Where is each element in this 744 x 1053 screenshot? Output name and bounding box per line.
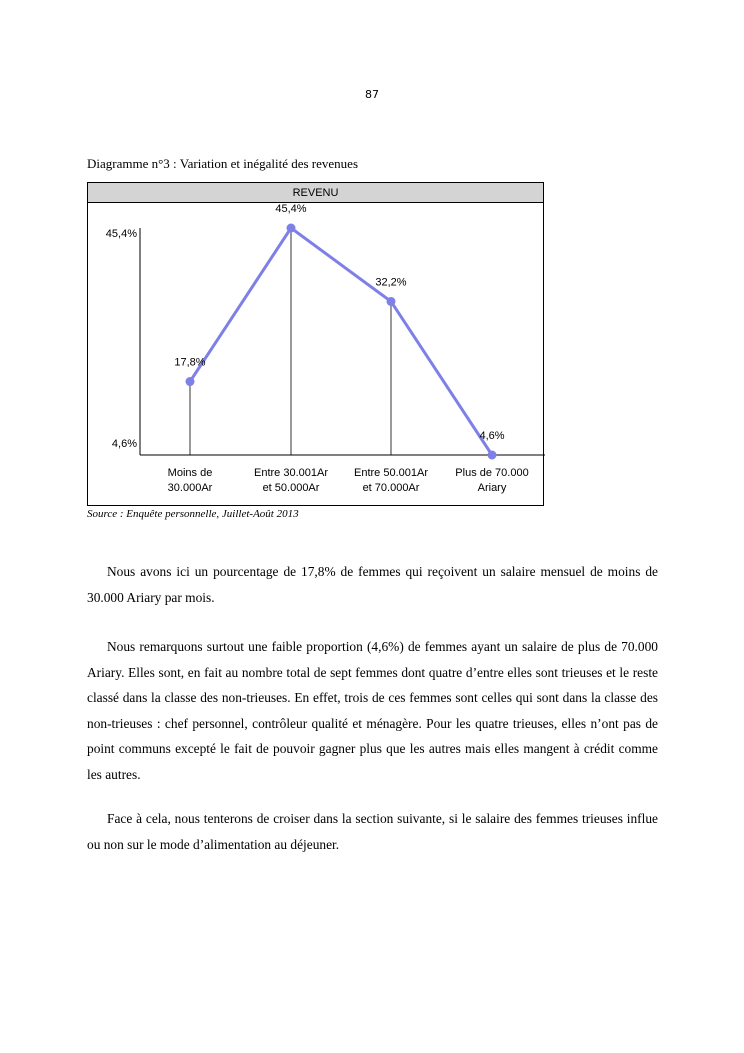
data-point: [488, 451, 497, 460]
figure-caption: Diagramme n°3 : Variation et inégalité des revenues: [87, 156, 359, 171]
figure-source: Source : Enquête personnelle, Juillet-Août 2013: [87, 508, 299, 520]
data-label: 32,2%: [375, 276, 407, 289]
y-tick-label: 4,6%: [111, 438, 137, 450]
data-label: 17,8%: [174, 356, 206, 369]
x-tick-label: 30.000Ar: [167, 482, 213, 494]
x-tick-label: Ariary: [477, 482, 507, 494]
series-line: [190, 228, 492, 455]
data-point: [287, 224, 296, 233]
data-point: [387, 297, 396, 306]
paragraph-2: Nous remarquons surtout une faible proportion (4,6%) de femmes ayant un salaire de plus de 70.000 Ariary. Elles sont, en fait au nombre total de sept femmes dont quatre d’entre elles sont trieuses et le reste classé dans la classe des non-trieuses. En effet, trois de ces femmes sont celles qui sont dans la classe des non-trieuses : chef personnel, contrôleur qualité et ménagère. Pour les quatre trieuses, elles n’ont pas de point communs excepté le fait de pouvoir gagner plus que les autres mais elles mangent à crédit comme les autres.: [87, 639, 658, 782]
x-tick-label: Entre 50.001Ar: [354, 467, 428, 479]
x-tick-label: et 70.000Ar: [362, 482, 420, 494]
paragraph-1: Nous avons ici un pourcentage de 17,8% de femmes qui reçoivent un salaire mensuel de moins de 30.000 Ariary par mois.: [87, 564, 658, 605]
page-number: 87: [365, 88, 379, 101]
y-tick-label: 45,4%: [105, 228, 137, 240]
chart-title: REVENU: [88, 183, 543, 203]
x-tick-label: et 50.000Ar: [262, 482, 320, 494]
x-tick-label: Entre 30.001Ar: [254, 467, 328, 479]
paragraph-3: Face à cela, nous tenterons de croiser dans la section suivante, si le salaire des femmes trieuses influe ou non sur le mode d’alimentation au déjeuner.: [87, 811, 658, 852]
x-tick-label: Plus de 70.000: [455, 467, 529, 479]
x-tick-label: Moins de: [167, 467, 213, 479]
data-label: 4,6%: [479, 430, 505, 442]
data-label: 45,4%: [275, 203, 307, 215]
data-point: [186, 377, 195, 386]
